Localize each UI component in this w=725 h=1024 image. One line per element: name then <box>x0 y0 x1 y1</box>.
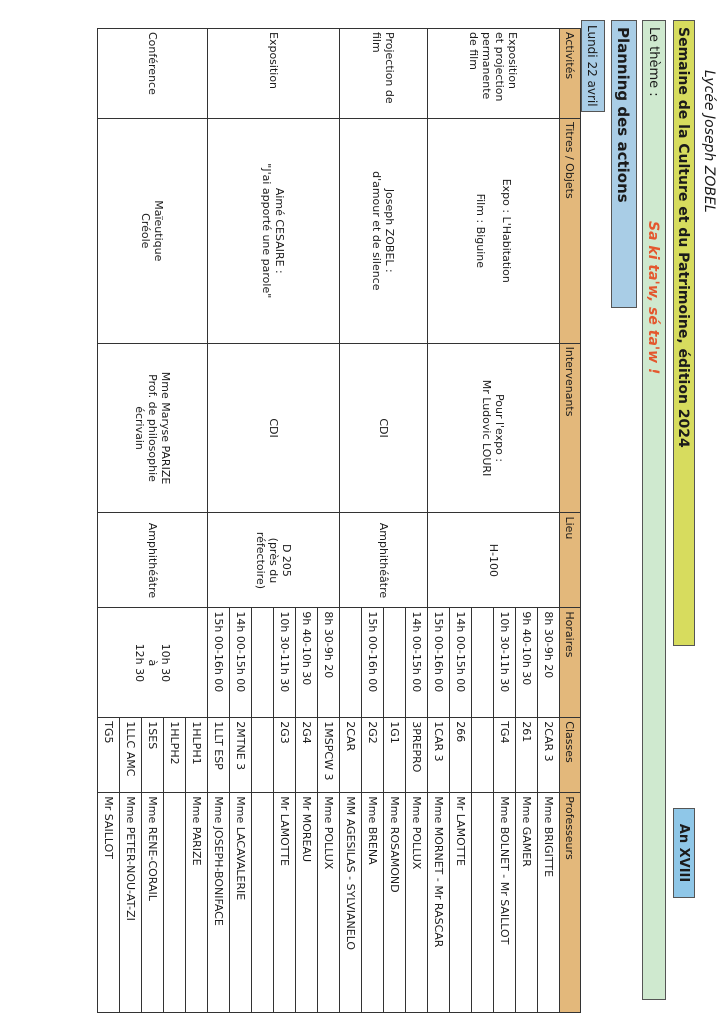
teacher-cell: Mme PARIZE <box>186 793 208 1013</box>
planning-table <box>97 28 581 1013</box>
class-cell: 2G2 <box>362 718 384 793</box>
time-cell: 14h 00-15h 00 <box>406 608 428 718</box>
title-cell: Maïeutique Créole <box>98 118 208 343</box>
time-cell: 15h 00-16h 00 <box>362 608 384 718</box>
title-cell: Joseph ZOBEL : d'amour et de silence <box>340 118 428 343</box>
teacher-cell: Mme GAMER <box>516 793 538 1013</box>
class-cell: 2G4 <box>296 718 318 793</box>
time-cell: 9h 40-10h 30 <box>296 608 318 718</box>
teacher-cell: Mme POLLUX <box>406 793 428 1013</box>
teacher-cell: Mr LAMOTTE <box>274 793 296 1013</box>
activity-cell: Conférence <box>98 29 208 119</box>
planning-title: Planning des actions <box>611 20 637 308</box>
day-label: Lundi 22 avril <box>581 20 605 112</box>
time-cell: 15h 00-16h 00 <box>208 608 230 718</box>
activity-cell: Exposition <box>208 29 340 119</box>
class-cell: 266 <box>450 718 472 793</box>
time-cell <box>472 608 494 718</box>
class-cell: 3PREPRO <box>406 718 428 793</box>
class-cell: 1HLPH2 <box>164 718 186 793</box>
class-cell: 1G1 <box>384 718 406 793</box>
header-place: Lieu <box>560 513 581 608</box>
time-cell: 9h 40-10h 30 <box>516 608 538 718</box>
teacher-cell: Mr SAILLOT <box>98 793 120 1013</box>
activity-cell: Projection de film <box>340 29 428 119</box>
teacher-cell: Mme RENE-CORAIL <box>142 793 164 1013</box>
teacher-cell: Mme JOSEPH-BONIFACE <box>208 793 230 1013</box>
header-classes: Classes <box>560 718 581 793</box>
table-row <box>318 29 340 1013</box>
place-cell: Amphithéâtre <box>98 513 208 608</box>
teacher-cell: Mme POLLUX <box>318 793 340 1013</box>
time-cell: 14h 00-15h 00 <box>450 608 472 718</box>
teacher-cell: Mr LAMOTTE <box>450 793 472 1013</box>
time-cell: 15h 00-16h 00 <box>428 608 450 718</box>
event-title: Semaine de la Culture et du Patrimoine, édition 2024 <box>673 20 695 646</box>
class-cell <box>472 718 494 793</box>
teacher-cell: Mme LACAVALERIE <box>230 793 252 1013</box>
teacher-cell: Mr MOREAU <box>296 793 318 1013</box>
class-cell: 2CAR 3 <box>538 718 560 793</box>
class-cell: 1SES <box>142 718 164 793</box>
class-cell <box>252 718 274 793</box>
time-cell <box>340 608 362 718</box>
header-activities: Activités <box>560 29 581 119</box>
teacher-cell: Mme ROSAMOND <box>384 793 406 1013</box>
class-cell: 1CAR 3 <box>428 718 450 793</box>
school-name: Lycée Joseph ZOBEL <box>701 70 717 213</box>
teacher-cell: Mme PETER-NOU-AT-ZI <box>120 793 142 1013</box>
time-cell <box>252 608 274 718</box>
time-cell: 10h 30-11h 30 <box>494 608 516 718</box>
speaker-cell: CDI <box>340 343 428 513</box>
class-cell: 2MTNE 3 <box>230 718 252 793</box>
teacher-cell: Mme BOLNET - Mr SAILLOT <box>494 793 516 1013</box>
class-cell: 1LLC AMC <box>120 718 142 793</box>
speaker-cell: Mme Maryse PARIZE Prof. de philosophie écrivain <box>98 343 208 513</box>
teacher-cell <box>252 793 274 1013</box>
teacher-cell <box>472 793 494 1013</box>
table-row <box>186 29 208 1013</box>
place-cell: H-100 <box>428 513 560 608</box>
place-cell: D 205 (près du réfectoire) <box>208 513 340 608</box>
class-cell: 1LLT ESP <box>208 718 230 793</box>
class-cell: 2CAR <box>340 718 362 793</box>
time-cell: 8h 30-9h 20 <box>318 608 340 718</box>
time-cell: 14h 00-15h 00 <box>230 608 252 718</box>
theme-bar <box>642 20 666 1000</box>
theme-label: Le thème : <box>646 27 661 97</box>
time-cell: 10h 30 à 12h 30 <box>98 608 208 718</box>
teacher-cell: Mme MORNET - Mr RASCAR <box>428 793 450 1013</box>
class-cell: 261 <box>516 718 538 793</box>
teacher-cell: Mme BRIGITTE <box>538 793 560 1013</box>
class-cell: 2G3 <box>274 718 296 793</box>
teacher-cell <box>164 793 186 1013</box>
table-row <box>538 29 560 1013</box>
header-teachers: Professeurs <box>560 793 581 1013</box>
class-cell: TG5 <box>98 718 120 793</box>
edition-badge: An XVIII <box>673 808 695 898</box>
time-cell: 10h 30-11h 30 <box>274 608 296 718</box>
title-cell: Expo : L'Habitation Film : Biguine <box>428 118 560 343</box>
header-times: Horaires <box>560 608 581 718</box>
class-cell: TG4 <box>494 718 516 793</box>
header-titles: Titres / Objets <box>560 118 581 343</box>
activity-cell: Exposition et projection permanente de film <box>428 29 560 119</box>
place-cell: Amphithéâtre <box>340 513 428 608</box>
teacher-cell: MM AGESILAS - SYLVIANELO <box>340 793 362 1013</box>
table-header-row <box>560 29 581 1013</box>
time-cell <box>384 608 406 718</box>
title-cell: Aimé CESAIRE : "J'ai apporté une parole" <box>208 118 340 343</box>
theme-value: Sa ki ta'w, sé ta'w ! <box>645 221 661 375</box>
table-row <box>406 29 428 1013</box>
speaker-cell: Pour l'expo : Mr Ludovic LOURI <box>428 343 560 513</box>
header-speakers: Intervenants <box>560 343 581 513</box>
speaker-cell: CDI <box>208 343 340 513</box>
time-cell: 8h 30-9h 20 <box>538 608 560 718</box>
class-cell: 1HLPH1 <box>186 718 208 793</box>
class-cell: 1MSPCW 3 <box>318 718 340 793</box>
teacher-cell: Mme BRENA <box>362 793 384 1013</box>
